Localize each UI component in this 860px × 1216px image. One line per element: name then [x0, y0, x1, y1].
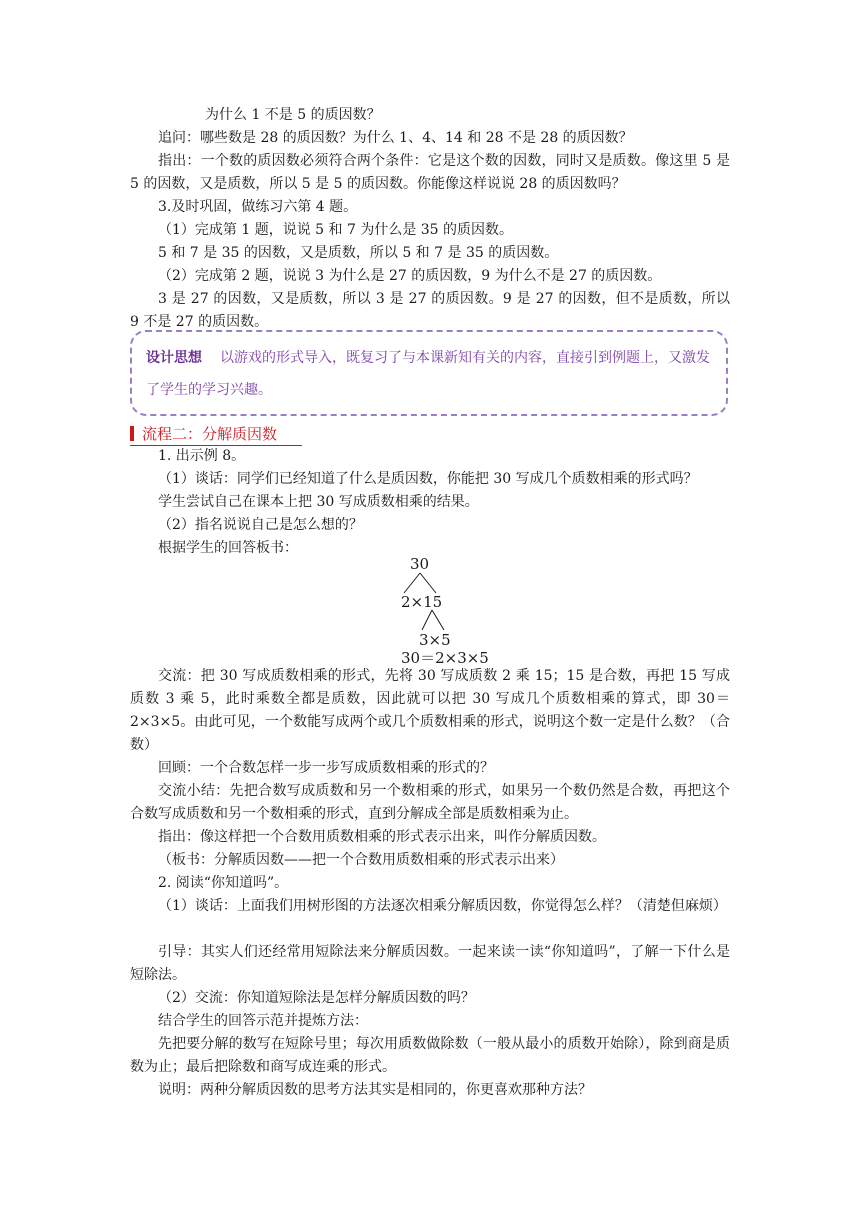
part1-line-3: 学生尝试自己在课本上把 30 写成质数相乘的结果。	[158, 494, 479, 510]
part2-line-3: 交流小结：先把合数写成质数和另一个数相乘的形式，如果另一个数仍然是合数，再把这个合数写成质数和另一个数相乘的形式，直到分解成全部是质数相乘为止。	[130, 783, 730, 822]
branch-15-left	[422, 610, 432, 630]
tree-result: 30＝2×3×5	[401, 649, 489, 667]
tree-level2: 3×5	[419, 631, 451, 649]
part2-line-6: 2. 阅读“你知道吗”。	[158, 875, 289, 891]
part2-line-5: （板书：分解质因数——把一个合数用质数相乘的形式表示出来）	[158, 852, 564, 868]
intro-line-4: 3.及时巩固，做练习六第 4 题。	[158, 199, 358, 215]
tree-root: 30	[410, 555, 430, 573]
intro-line-1: 为什么 1 不是 5 的质因数？	[205, 107, 381, 123]
section-title: 流程二：分解质因数	[142, 425, 278, 443]
design-thought-title: 设计思想	[146, 350, 202, 366]
tree-level1: 2×15	[401, 593, 443, 611]
part2-line-8: 引导：其实人们还经常用短除法来分解质因数。一起来读一读“你知道吗”，了解一下什么是短除法。	[130, 944, 730, 983]
part2-line-12: 说明：两种分解质因数的思考方法其实是相同的，你更喜欢那种方法？	[158, 1082, 592, 1098]
part2-line-1: 交流：把 30 写成质数相乘的形式，先将 30 写成质数 2 乘 15；15 是合数，再把 15 写成质数 3 乘 5，此时乘数全都是质数，因此就可以把 30 写成几个质数相乘的算式，即 30＝2×3×5。由此可见，一个数能写成两个或几个质数相乘的形式，说明这个数一定是什么数？（合数）	[130, 668, 730, 753]
branch-root-left	[404, 573, 420, 593]
part1-line-2: （1）谈话：同学们已经知道了什么是质因数，你能把 30 写成几个质数相乘的形式吗？	[158, 471, 698, 487]
branch-15-right	[432, 610, 444, 630]
intro-line-7: （2）完成第 2 题，说说 3 为什么是 27 的质因数，9 为什么不是 27 的质因数。	[158, 268, 662, 284]
part1-line-5: 根据学生的回答板书：	[158, 540, 298, 556]
intro-line-2: 追问：哪些数是 28 的质因数？为什么 1、4、14 和 28 不是 28 的质因数？	[158, 130, 633, 146]
intro-line-6: 5 和 7 是 35 的因数，又是质数，所以 5 和 7 是 35 的质因数。	[158, 245, 559, 261]
part1-line-1: 1. 出示例 8。	[158, 448, 246, 464]
design-thought-text: 以游戏的形式导入，既复习了与本课新知有关的内容，直接引到例题上，又激发了学生的学习兴趣。	[146, 350, 710, 398]
section-bar-icon	[130, 426, 134, 441]
intro-line-5: （1）完成第 1 题，说说 5 和 7 为什么是 35 的质因数。	[158, 222, 514, 238]
part2-line-9: （2）交流：你知道短除法是怎样分解质因数的吗？	[158, 990, 475, 1006]
intro-line-8: 3 是 27 的因数，又是质数，所以 3 是 27 的质因数。9 是 27 的因数，但不是质数，所以 9 不是 27 的质因数。	[130, 291, 730, 330]
part2-line-11: 先把要分解的数写在短除号里；每次用质数做除数（一般从最小的质数开始除），除到商是质数为止；最后把除数和商写成连乘的形式。	[130, 1036, 730, 1075]
branch-root-right	[420, 573, 436, 593]
intro-line-3: 指出：一个数的质因数必须符合两个条件：它是这个数的因数，同时又是质数。像这里 5 是 5 的因数，又是质数，所以 5 是 5 的质因数。你能像这样说说 28 的质因数吗？	[130, 153, 730, 192]
section-heading	[130, 424, 302, 446]
part2-line-2: 回顾：一个合数怎样一步一步写成质数相乘的形式的？	[158, 760, 494, 776]
part2-line-7: （1）谈话：上面我们用树形图的方法逐次相乘分解质因数，你觉得怎么样？（清楚但麻烦）	[158, 898, 727, 914]
part2-line-4: 指出：像这样把一个合数用质数相乘的形式表示出来，叫作分解质因数。	[158, 829, 606, 845]
part1-line-4: （2）指名说说自己是怎么想的？	[158, 517, 363, 533]
part2-line-10: 结合学生的回答示范并提炼方法：	[158, 1013, 368, 1029]
design-thought-content	[146, 342, 712, 406]
factor-tree	[380, 553, 520, 668]
